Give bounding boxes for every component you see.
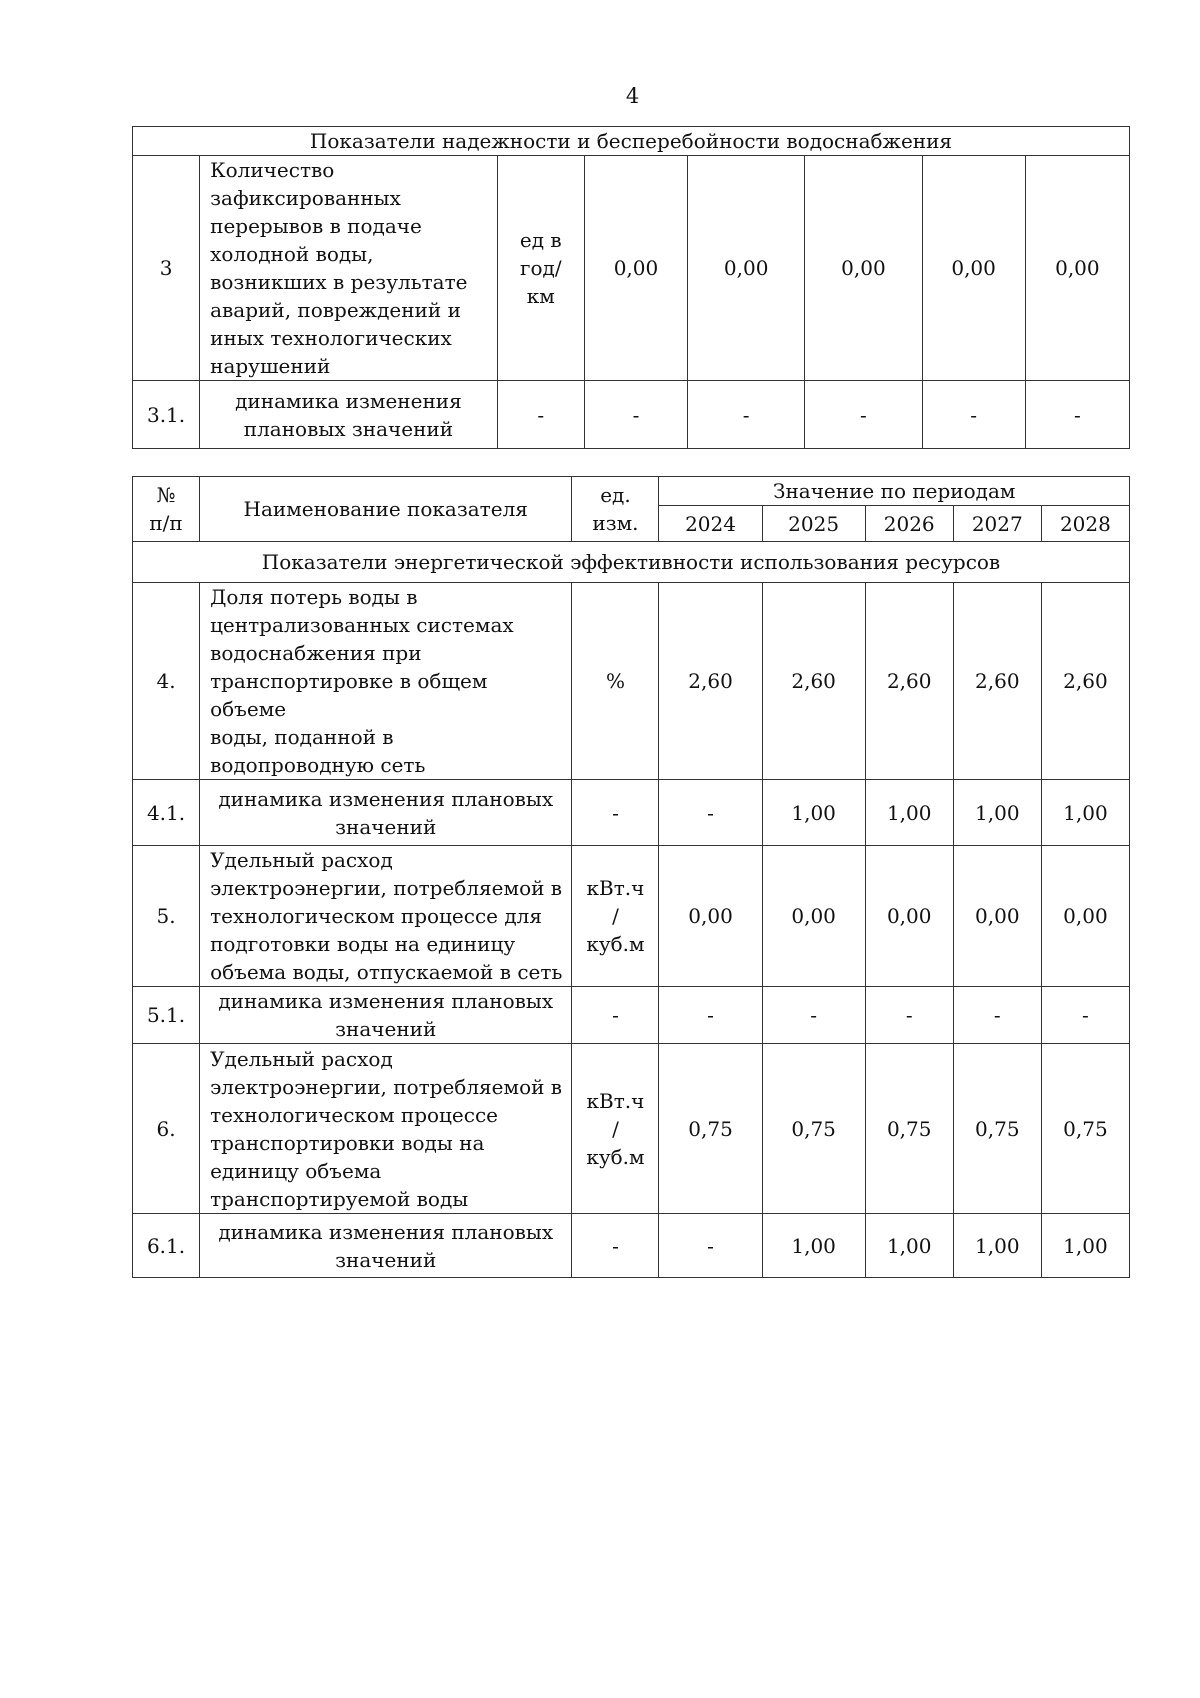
unit-cell: - <box>572 1214 659 1278</box>
unit-line: куб.м <box>586 1144 645 1169</box>
value-cell: 0,75 <box>659 1044 762 1214</box>
year-header: 2026 <box>865 506 953 542</box>
value-cell: 2,60 <box>1041 583 1129 780</box>
table-row <box>133 1044 1130 1214</box>
unit-line: кВт.ч <box>586 1088 645 1113</box>
unit-cell <box>572 1044 659 1214</box>
unit-cell: - <box>572 780 659 846</box>
value-cell: 1,00 <box>953 1214 1041 1278</box>
value-cell: - <box>1025 381 1129 449</box>
name-line: холодной воды, <box>210 242 374 266</box>
name-line: водопроводную сеть <box>210 753 426 777</box>
indicator-name <box>200 583 572 780</box>
value-cell: - <box>584 381 687 449</box>
name-line: технологическом процессе для <box>210 904 542 928</box>
value-cell: 0,00 <box>1041 846 1129 987</box>
row-number: 3.1. <box>133 381 200 449</box>
header-line: ед. <box>600 483 631 507</box>
name-line: Удельный расход <box>210 848 393 872</box>
name-line: единицу объема <box>210 1158 382 1183</box>
name-line: воды, поданной в <box>210 725 394 749</box>
name-line: электроэнергии, потребляемой в <box>210 876 563 900</box>
name-line: перерывов в подаче <box>210 214 422 238</box>
unit-line: ед в <box>519 228 562 252</box>
name-line: динамика изменения плановых <box>218 989 554 1013</box>
name-line: динамика изменения плановых <box>218 1219 554 1244</box>
name-line: транспортировке в общем объеме <box>210 669 488 721</box>
unit-line: км <box>526 284 555 308</box>
indicator-name <box>200 381 498 449</box>
indicator-name <box>200 846 572 987</box>
value-cell: - <box>1041 987 1129 1044</box>
name-line: динамика изменения <box>235 388 462 413</box>
unit-line: куб.м <box>586 932 645 956</box>
unit-cell <box>497 156 584 381</box>
name-line: водоснабжения при <box>210 641 422 665</box>
row-number: 6. <box>133 1044 200 1214</box>
table-row <box>133 156 1130 381</box>
name-line: подготовки воды на единицу <box>210 932 516 956</box>
value-cell: 0,00 <box>688 156 805 381</box>
energy-efficiency-table <box>132 476 1130 1278</box>
value-cell: - <box>953 987 1041 1044</box>
unit-line: / <box>612 1116 619 1141</box>
value-cell: 0,75 <box>1041 1044 1129 1214</box>
header-line: изм. <box>592 511 639 535</box>
unit-cell <box>572 846 659 987</box>
name-line: нарушений <box>210 354 331 378</box>
table-row <box>133 583 1130 780</box>
value-cell: 1,00 <box>865 780 953 846</box>
name-line: значений <box>335 1017 437 1041</box>
name-line: транспортируемой воды <box>210 1186 469 1211</box>
year-header: 2025 <box>762 506 865 542</box>
reliability-table <box>132 126 1130 449</box>
row-number: 5. <box>133 846 200 987</box>
value-cell: 0,00 <box>584 156 687 381</box>
header-line: № <box>156 483 176 507</box>
indicator-name <box>200 1044 572 1214</box>
value-cell: 1,00 <box>762 780 865 846</box>
year-header: 2027 <box>953 506 1041 542</box>
header-name: Наименование показателя <box>200 477 572 542</box>
name-line: значений <box>335 1247 437 1272</box>
value-cell: - <box>922 381 1025 449</box>
value-cell: 2,60 <box>953 583 1041 780</box>
name-line: значений <box>335 814 437 839</box>
value-cell: 1,00 <box>953 780 1041 846</box>
value-cell: 0,75 <box>953 1044 1041 1214</box>
value-cell: 0,00 <box>1025 156 1129 381</box>
value-cell: 0,00 <box>865 846 953 987</box>
table-row <box>133 1214 1130 1278</box>
name-line: централизованных системах <box>210 613 514 637</box>
page-number: 4 <box>625 84 640 108</box>
name-line: динамика изменения плановых <box>218 786 554 811</box>
name-line: плановых значений <box>243 416 454 441</box>
row-number: 6.1. <box>133 1214 200 1278</box>
value-cell: - <box>659 987 762 1044</box>
name-line: Доля потерь воды в <box>210 585 418 609</box>
row-number: 5.1. <box>133 987 200 1044</box>
unit-line: / <box>612 904 619 928</box>
value-cell: 0,00 <box>922 156 1025 381</box>
value-cell: 2,60 <box>762 583 865 780</box>
name-line: зафиксированных <box>210 186 401 210</box>
indicator-name <box>200 1214 572 1278</box>
name-line: Количество <box>210 158 335 182</box>
header-line: п/п <box>149 511 183 535</box>
value-cell: - <box>865 987 953 1044</box>
name-line: Удельный расход <box>210 1046 393 1071</box>
header-periods: Значение по периодам <box>659 477 1130 506</box>
value-cell: 1,00 <box>762 1214 865 1278</box>
section-title: Показатели надежности и бесперебойности водоснабжения <box>133 127 1130 156</box>
value-cell: 2,60 <box>865 583 953 780</box>
header-number <box>133 477 200 542</box>
value-cell: 2,60 <box>659 583 762 780</box>
indicator-name <box>200 780 572 846</box>
value-cell: 0,75 <box>865 1044 953 1214</box>
unit-cell: - <box>572 987 659 1044</box>
value-cell: - <box>688 381 805 449</box>
year-header: 2028 <box>1041 506 1129 542</box>
header-unit <box>572 477 659 542</box>
name-line: возникших в результате <box>210 270 468 294</box>
name-line: технологическом процессе <box>210 1102 498 1127</box>
section-title: Показатели энергетической эффективности использования ресурсов <box>133 542 1130 583</box>
value-cell: 0,00 <box>805 156 922 381</box>
unit-line: год/ <box>520 256 562 280</box>
value-cell: - <box>659 1214 762 1278</box>
row-number: 4. <box>133 583 200 780</box>
value-cell: 0,00 <box>953 846 1041 987</box>
name-line: транспортировки воды на <box>210 1130 485 1155</box>
value-cell: 1,00 <box>1041 1214 1129 1278</box>
table-row <box>133 846 1130 987</box>
value-cell: - <box>805 381 922 449</box>
name-line: электроэнергии, потребляемой в <box>210 1074 563 1099</box>
table-row <box>133 987 1130 1044</box>
row-number: 4.1. <box>133 780 200 846</box>
name-line: объема воды, отпускаемой в сеть <box>210 960 563 984</box>
value-cell: - <box>659 780 762 846</box>
value-cell: - <box>762 987 865 1044</box>
value-cell: 0,00 <box>762 846 865 987</box>
year-header: 2024 <box>659 506 762 542</box>
unit-line: кВт.ч <box>586 876 645 900</box>
row-number: 3 <box>133 156 200 381</box>
value-cell: 1,00 <box>1041 780 1129 846</box>
value-cell: 0,75 <box>762 1044 865 1214</box>
table-row <box>133 381 1130 449</box>
header-row <box>133 477 1130 506</box>
indicator-name <box>200 156 498 381</box>
unit-cell: - <box>497 381 584 449</box>
name-line: аварий, повреждений и <box>210 298 461 322</box>
name-line: иных технологических <box>210 326 452 350</box>
value-cell: 1,00 <box>865 1214 953 1278</box>
table-row <box>133 780 1130 846</box>
indicator-name <box>200 987 572 1044</box>
unit-cell: % <box>572 583 659 780</box>
value-cell: 0,00 <box>659 846 762 987</box>
